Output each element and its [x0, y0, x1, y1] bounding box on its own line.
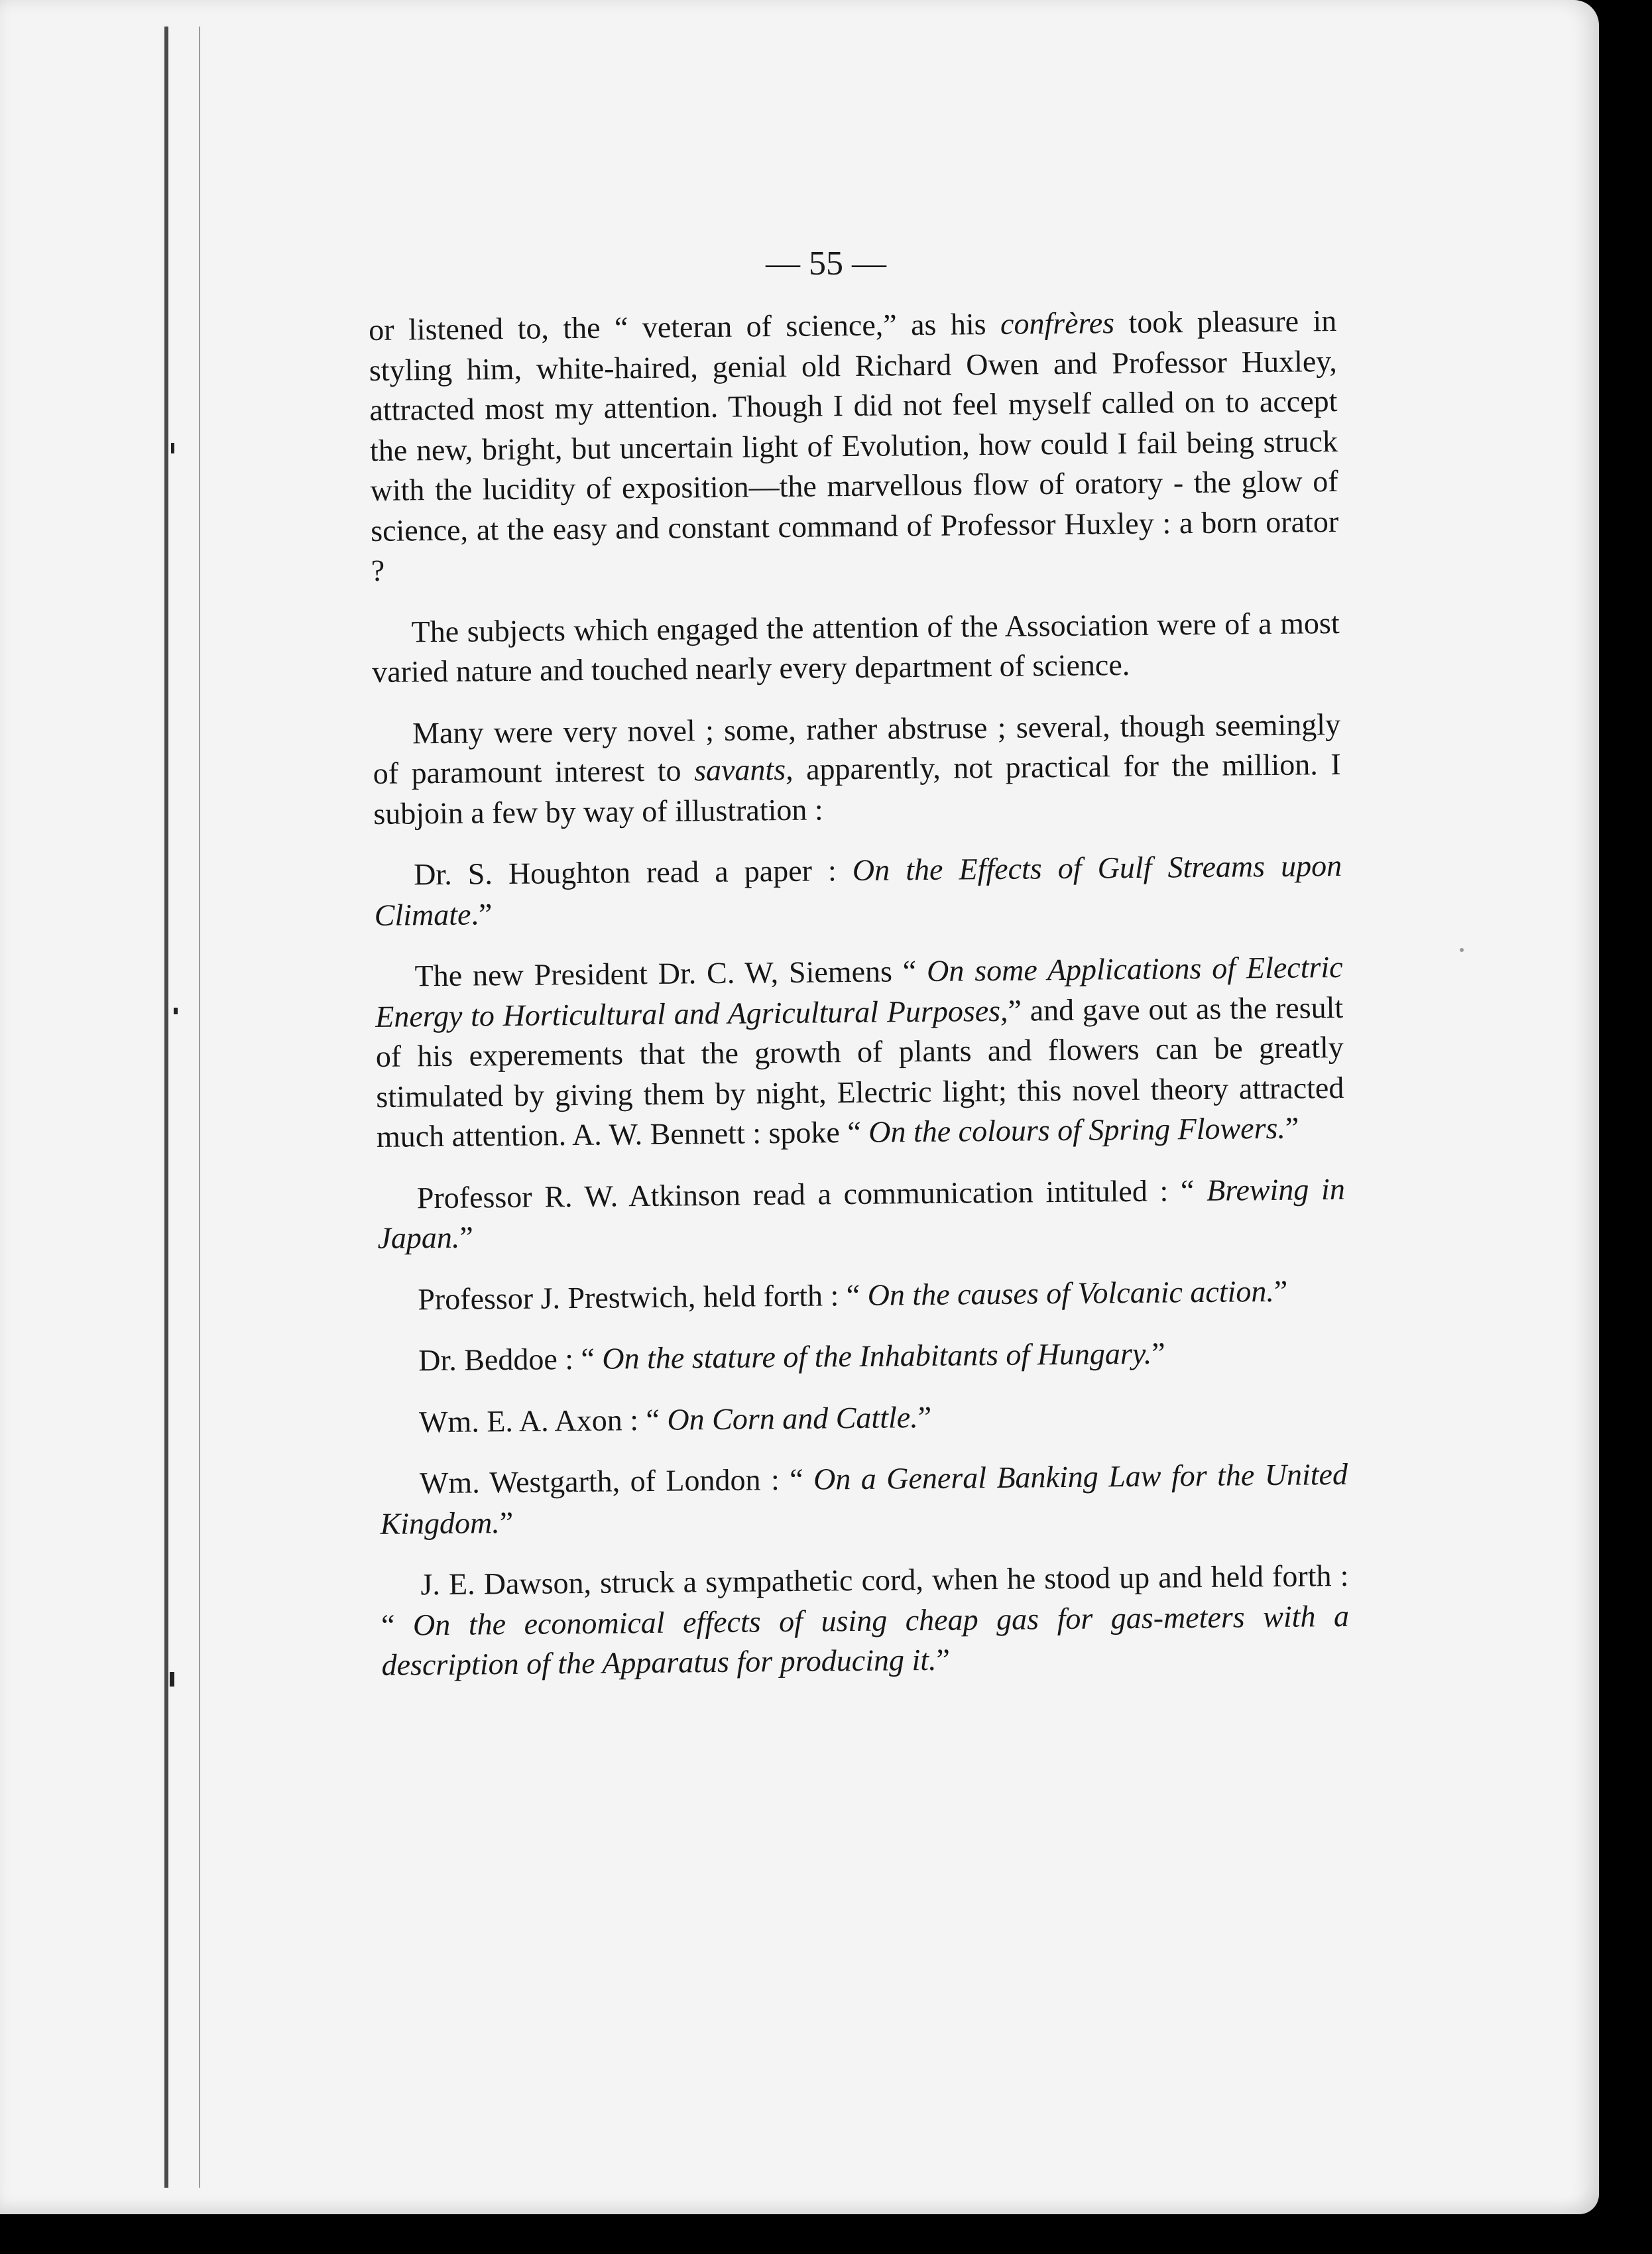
- paragraph-text: took pleasure in styling him, white-haired, genial old Richard Owen and Professor Huxley, attracted most my attention. Though I did not feel myself called on to accept the new, bright, but uncertain light of Evolution, how could I fail being struck with the lucidity of exposition—the marvellous flow of oratory - the glow of science, at the easy and constant command of Professor Huxley : a born orator ?: [369, 303, 1339, 587]
- closing-quote: ”: [1151, 1336, 1165, 1370]
- page-body-text: [369, 301, 1350, 1706]
- paper-entry-westgarth: [380, 1454, 1348, 1544]
- closing-quote: ”: [459, 1220, 474, 1254]
- paragraph-huxley: [369, 301, 1339, 591]
- speaker-text: Professor R. W. Atkinson read a communication intituled : “: [416, 1173, 1207, 1215]
- paper-title: Brewing in Japan.: [377, 1171, 1346, 1255]
- closing-quote: ”: [936, 1642, 951, 1677]
- speaker-text: Professor J. Prestwich, held forth : “: [418, 1277, 868, 1316]
- paper-title: On the Effects of Gulf Streams upon Climate: [374, 848, 1342, 932]
- paper-title: On Corn and Cattle.: [667, 1399, 918, 1437]
- page-number: — 55 —: [766, 245, 886, 282]
- paper-title: On the stature of the Inhabitants of Hungary.: [602, 1336, 1152, 1376]
- margin-dot: [1460, 948, 1464, 952]
- speaker-text: Dr. S. Houghton read a paper :: [413, 853, 853, 892]
- paper-title: On some Applications of Electric Energy to Horticultural and Agricultural Purposes,: [375, 949, 1343, 1034]
- paper-entry-axon: [379, 1393, 1348, 1443]
- paper-entry-atkinson: [377, 1169, 1346, 1258]
- paper-entry-prestwich: [378, 1270, 1346, 1320]
- closing-quote: ”: [1285, 1110, 1299, 1145]
- paragraph-subjects: The subjects which engaged the attention of the Association were of a most varied nature and touched nearly every department of science.: [371, 605, 1340, 689]
- speaker-text: Wm. Westgarth, of London : “: [419, 1462, 814, 1500]
- paper-entry-dawson: [381, 1556, 1350, 1686]
- paper-title: On the economical effects of using cheap gas for gas-meters with a description of the Apparatus for producing it.: [381, 1598, 1350, 1682]
- speaker-text: Wm. E. A. Axon : “: [418, 1402, 668, 1439]
- paragraph-text: ” and gave out as the result of his experements that the growth of plants and flowers can be greatly stimulated by giving them by night, Electric light; this novel theory attracted much attention. A. W. Bennett : spoke “: [375, 990, 1344, 1154]
- closing-quote: ”: [499, 1505, 514, 1539]
- paper-entry-houghton: [374, 846, 1342, 935]
- speaker-text: The new President Dr. C. W, Siemens “: [414, 953, 927, 993]
- paper-entry-beddoe: [379, 1332, 1347, 1382]
- italic-word: confrères: [1000, 306, 1115, 341]
- closing-quote: ”: [1273, 1274, 1288, 1308]
- binding-inner-line: [199, 27, 200, 2188]
- binding-edge-line: [164, 27, 168, 2188]
- paper-entry-siemens: [375, 947, 1344, 1157]
- speaker-text: Dr. Beddoe : “: [418, 1341, 603, 1378]
- paragraph-novel: [373, 704, 1342, 834]
- closing-quote: .”: [471, 896, 493, 931]
- paragraph-text: apparently, not practical for the million. I subjoin a few by way of illustration :: [373, 746, 1341, 831]
- paragraph-text: Many were very novel ; some, rather abstruse ; several, though seemingly of paramount interest to: [373, 707, 1341, 790]
- margin-mark: [170, 1672, 174, 1687]
- paper-title: On the colours of Spring Flowers.: [868, 1110, 1286, 1149]
- closing-quote: ”: [917, 1399, 932, 1434]
- margin-mark: [174, 1008, 178, 1014]
- paragraph-text: or listened to, the “ veteran of science,” as his: [369, 306, 1001, 347]
- paper-title: On a General Banking Law for the United Kingdom.: [380, 1456, 1348, 1541]
- paper-title: On the causes of Volcanic action.: [867, 1274, 1275, 1312]
- speaker-text: J. E. Dawson, struck a sympathetic cord, when he stood up and held forth : “: [381, 1558, 1349, 1642]
- italic-word: savants,: [693, 752, 794, 788]
- margin-mark: [171, 443, 174, 453]
